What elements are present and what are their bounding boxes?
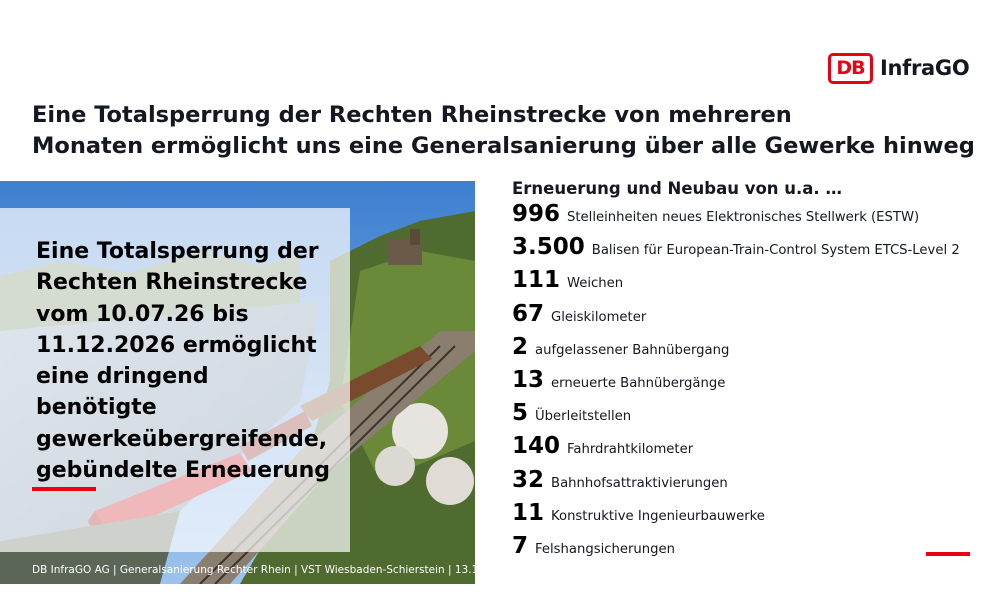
item-label: Gleiskilometer: [551, 309, 647, 325]
overlay-line: Rechten Rheinstrecke: [36, 270, 308, 296]
item-count: 140: [512, 433, 561, 460]
list-item: [512, 267, 992, 300]
logo-text: InfraGO: [880, 56, 970, 80]
item-count: 3.500: [512, 234, 585, 261]
list-title: Erneuerung und Neubau von u.a. …: [512, 179, 842, 198]
item-count: 11: [512, 499, 545, 526]
overlay-line: 11.12.2026 ermöglicht: [36, 332, 317, 358]
item-label: aufgelassener Bahnübergang: [535, 342, 730, 358]
item-count: 996: [512, 201, 561, 227]
overlay-statement: [36, 236, 346, 486]
slide-headline: [32, 100, 982, 162]
list-item: [512, 433, 992, 466]
list-item: [512, 301, 992, 334]
overlay-line: eine dringend: [36, 364, 209, 390]
list-item: [512, 201, 992, 234]
overlay-line: gebündelte Erneuerung: [36, 458, 331, 484]
headline-line-2: Monaten ermöglicht uns eine Generalsanierung über alle Gewerke hinweg: [32, 133, 975, 159]
list-item: [512, 400, 992, 433]
headline-line-1: Eine Totalsperrung der Rechten Rheinstrecke von mehreren: [32, 102, 792, 128]
item-count: 67: [512, 300, 545, 327]
overlay-line: Eine Totalsperrung der: [36, 239, 319, 264]
list-item: [512, 467, 992, 500]
db-logo-mark: DB: [828, 53, 873, 84]
item-count: 2: [512, 333, 529, 360]
red-accent-bar-left: [32, 487, 96, 491]
item-label: Stelleinheiten neues Elektronisches Stellwerk (ESTW): [567, 210, 920, 225]
list-item: [512, 234, 992, 267]
item-count: 7: [512, 532, 529, 559]
item-label: Überleitstellen: [535, 409, 632, 425]
item-label: Bahnhofsattraktivierungen: [551, 475, 728, 491]
overlay-line: benötigte: [36, 395, 157, 421]
item-label: Konstruktive Ingenieurbauwerke: [551, 508, 765, 524]
item-label: erneuerte Bahnübergänge: [551, 375, 726, 391]
slide-footer: DB InfraGO AG | Generalsanierung Rechter Rhein | VST Wiesbaden-Schierstein | 13.11.2024: [32, 564, 515, 576]
overlay-line: vom 10.07.26 bis: [36, 301, 249, 327]
item-count: 111: [512, 267, 561, 294]
item-label: Balisen für European-Train-Control System ETCS-Level 2: [591, 243, 960, 259]
item-count: 32: [512, 466, 545, 493]
list-item: [512, 367, 992, 400]
item-count: 13: [512, 366, 545, 393]
item-label: Felshangsicherungen: [535, 541, 675, 557]
renewal-list: [512, 201, 992, 566]
list-item: [512, 500, 992, 533]
overlay-line: gewerkeübergreifende,: [36, 426, 328, 452]
item-label: Weichen: [567, 276, 624, 292]
item-count: 5: [512, 400, 529, 427]
item-label: Fahrdrahtkilometer: [567, 442, 694, 458]
list-item: [512, 533, 992, 566]
list-item: [512, 334, 992, 367]
red-accent-bar-right: [926, 552, 970, 556]
db-infrago-logo: [828, 52, 969, 84]
